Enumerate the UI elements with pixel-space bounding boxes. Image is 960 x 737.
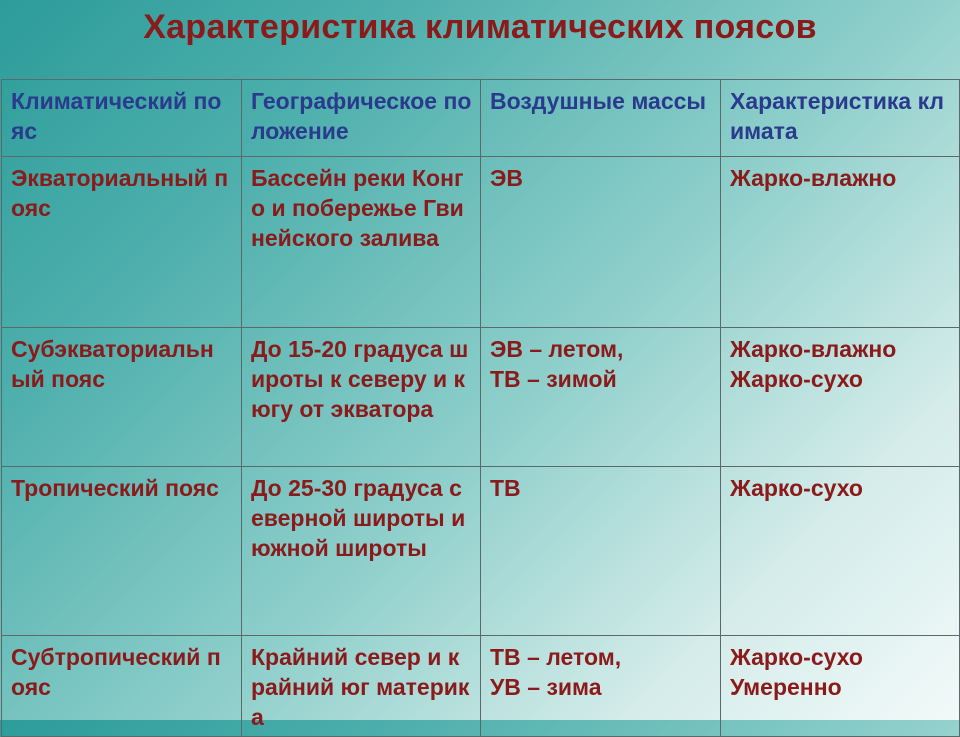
- table-row: [2, 467, 960, 636]
- cell-air-masses: ЭВ: [481, 157, 721, 328]
- cell-location: До 15-20 градуса широты к северу и к югу от экватора: [242, 328, 481, 467]
- cell-location: Бассейн реки Конго и побережье Гвинейского залива: [242, 157, 481, 328]
- header-air-masses: Воздушные массы: [481, 80, 721, 157]
- cell-climate: Жарко-сухо: [721, 467, 960, 636]
- header-location: Географическое положение: [242, 80, 481, 157]
- table-row: [2, 636, 960, 737]
- table-row: [2, 328, 960, 467]
- cell-location: Крайний север и крайний юг материка: [242, 636, 481, 737]
- table-header-row: [2, 80, 960, 157]
- cell-climate: Жарко-сухо Умеренно: [721, 636, 960, 737]
- cell-location: До 25-30 градуса северной широты и южной широты: [242, 467, 481, 636]
- cell-belt: Экваториальный пояс: [2, 157, 242, 328]
- cell-belt: Тропический пояс: [2, 467, 242, 636]
- slide-title: Характеристика климатических поясов: [143, 8, 817, 46]
- table-row: [2, 157, 960, 328]
- cell-air-masses: ТВ: [481, 467, 721, 636]
- climate-belts-table: [1, 79, 960, 737]
- cell-climate: Жарко-влажно Жарко-сухо: [721, 328, 960, 467]
- cell-belt: Субэкваториальный пояс: [2, 328, 242, 467]
- header-belt: Климатический пояс: [2, 80, 242, 157]
- cell-belt: Субтропический пояс: [2, 636, 242, 737]
- cell-air-masses: ЭВ – летом, ТВ – зимой: [481, 328, 721, 467]
- cell-climate: Жарко-влажно: [721, 157, 960, 328]
- header-climate: Характеристика климата: [721, 80, 960, 157]
- cell-air-masses: ТВ – летом, УВ – зима: [481, 636, 721, 737]
